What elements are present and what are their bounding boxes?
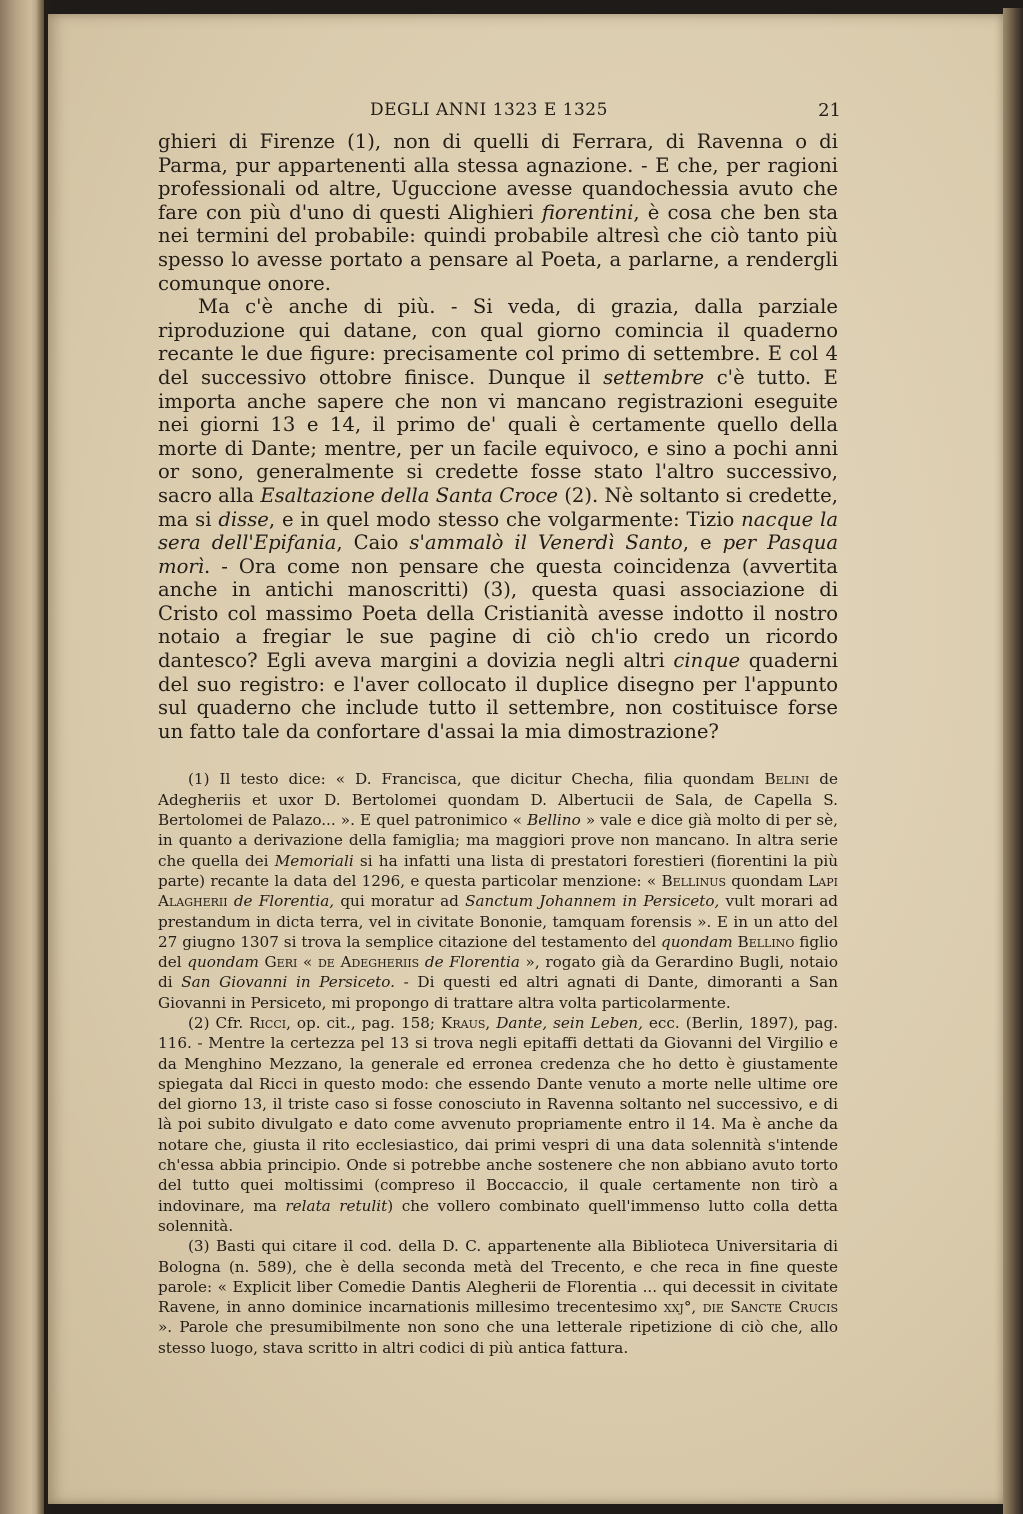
text-run: » vale e dice già molto di per sè, in quanto a derivazione della famiglia; ma maggiori prove non mancano. In altra serie che quella dei (158, 811, 838, 870)
text-run: , è cosa che ben sta nei termini del probabile: quindi probabile altresì che ciò tanto più spesso lo avesse portato a pensare al Poeta, a parlarne, a rendergli comunque onore. (158, 200, 838, 295)
italic-run: quondam (187, 953, 259, 972)
text-run: (2). Nè soltanto si credette, ma si (158, 483, 838, 531)
running-head (158, 100, 841, 130)
small-caps-run: Belini (764, 770, 810, 789)
page-number: 21 (818, 100, 841, 121)
text-run: de Adegheriis et uxor D. Bertolomei quondam D. Albertucii de Sala, de Capella S. Bertolomei de Palazo... ». E quel patronimico « (158, 770, 838, 830)
text-run: , op. cit., pag. 158; (286, 1014, 442, 1032)
text-run: quaderni del suo registro: e l'aver collocato il duplice disegno per l'appunto sul quaderno che include tutto il settembre, non costituisce forse un fatto tale da confortare d'assai la mia dimostrazione? (158, 649, 838, 743)
italic-run: s'ammalò il Venerdì Santo (409, 531, 683, 555)
small-caps-run: Geri (264, 953, 298, 972)
small-caps-run: Bellinus (661, 871, 727, 890)
paragraph-2 (158, 295, 838, 743)
text-run: (3) Basti qui citare il cod. della D. C. appartenente alla Biblioteca Universitaria di Bologna (n. 589), che è della seconda metà del Trecento, e che reca in fine queste parole: « Explicit liber Comedie Dantis Alegherii de Florentia ... qui decessit in civitate Ravene, in anno dominice incarnationis millesimo trecentesimo (158, 1237, 838, 1317)
footnotes (158, 769, 838, 1358)
italic-run: Memoriali (274, 851, 354, 870)
italic-run: de Florentia (424, 953, 520, 972)
small-caps-run: Ricci (249, 1014, 287, 1032)
italic-run: settembre (603, 365, 705, 389)
text-run: ghieri di Firenze (1), non di quelli di Ferrara, di Ravenna o di Parma, pur appartenenti alla stessa agnazione. - E che, per ragioni professionali od altre, Uguccione avesse quandochessia avuto che fare con più d'uno di questi Alighieri (158, 130, 838, 224)
italic-run: Sanctum Johannem in Persiceto, (465, 892, 720, 911)
text-run: ) che vollero combinato quell'immenso lutto colla detta solennità. (158, 1196, 838, 1235)
italic-run: quondam (661, 932, 733, 951)
italic-run: nacque la sera dell'Epifania (158, 507, 838, 555)
text-run: °, (683, 1298, 703, 1317)
body-text (158, 130, 838, 743)
text-run: si ha infatti una lista di prestatori forestieri (fiorentini la più parte) recante la data del 1296, e questa particolar menzione: « (158, 851, 838, 890)
small-caps-run: Lapi Alagherii (158, 871, 838, 911)
text-run: quondam (726, 871, 809, 890)
text-run: Ma c'è anche di più. - Si veda, di grazia, dalla parziale riproduzione qui datane, con qual giorno comincia il quaderno recante le due figure: precisamente col primo di settembre. E col 4 del successivo ottobre finisce. Dunque il (158, 295, 838, 389)
text-run: . - Ora come non pensare che questa coincidenza (avvertita anche in antichi manoscritti) (3), questa quasi associazione di Cristo col massimo Poeta della Cristianità avesse indotto il nostro notaio a fregiar le sue pagine di ciò ch'io credo un ricordo dantesco? Egli aveva margini a dovizia negli altri (158, 554, 838, 673)
text-run: ecc. (Berlin, 1897), pag. 116. - Mentre la certezza pel 13 si trova negli epitaffi dettati da Giovanni del Virgilio e da Menghino Mezzano, la generale ed erronea credenza che ho detto è giustamente spiegata dal Ricci in questo modo: che essendo Dante venuto a morte nelle ultime ore del giorno 13, il triste caso si fosse conosciuto in Ravenna soltanto nel successivo, e di là poi subito divulgato e dato come avvenuto propriamente entro il 14. Ma è anche da notare che, giusta il rito ecclesiastico, dai primi vespri di una data solennità s'intende ch'essa abbia principio. Onde si potrebbe anche sostenere che non abbiano avuto torto del tutto quei moltissimi (compreso il Boccaccio, il quale certamente non tirò a indovinare, ma (158, 1014, 839, 1215)
text-run: figlio del (158, 932, 838, 972)
text-run: ». Parole che presumibilmente non sono che una letterale ripetizione di ciò che, allo stesso luogo, stava scritto in altri codici di più antica fattura. (158, 1318, 838, 1357)
italic-run: per Pasqua morì (158, 531, 838, 578)
italic-run: de Florentia, (233, 892, 335, 911)
text-run: (1) Il testo dice: « D. Francisca, que dicitur Checha, filia quondam (188, 770, 765, 789)
italic-run: Esaltazione della Santa Croce (260, 483, 558, 507)
italic-run: disse (218, 507, 269, 531)
text-run: , e in quel modo stesso che volgarmente: Tizio (268, 507, 742, 531)
page-content (158, 100, 841, 1358)
small-caps-run: die Sancte Crucis (702, 1298, 839, 1317)
italic-run: relata retulit (285, 1196, 388, 1215)
text-run: , Caio (336, 531, 410, 555)
italic-run: cinque (673, 649, 741, 673)
small-caps-run: de Adegheriis (317, 953, 420, 972)
small-caps-run: Bellino (737, 932, 795, 951)
small-caps-run: Kraus (441, 1014, 486, 1032)
page-right-edge (1003, 8, 1023, 1514)
text-run: - Di questi ed altri agnati di Dante, dimoranti a San Giovanni in Persiceto, mi propongo di trattare altra volta particolarmente. (158, 973, 838, 1012)
footnote-3 (158, 1236, 838, 1358)
italic-run: fiorentini (541, 200, 634, 224)
text-run: « (297, 953, 318, 972)
text-run: qui moratur ad (334, 892, 466, 911)
text-run: , e (682, 531, 723, 555)
footnote-2 (158, 1013, 838, 1236)
text-run: , (485, 1014, 497, 1032)
running-title: DEGLI ANNI 1323 E 1325 (370, 100, 608, 120)
text-run: c'è tutto. E importa anche sapere che non vi mancano registrazioni eseguite nei giorni 13 e 14, il primo de' quali è certamente quello della morte di Dante; mentre, per un facile equivoco, e sino a pochi anni or sono, generalmente si credette fosse stato l'altro successivo, sacro alla (158, 365, 838, 507)
italic-run: San Giovanni in Persiceto. (181, 973, 395, 992)
text-run: (2) Cfr. (188, 1014, 250, 1032)
paragraph-1 (158, 130, 838, 295)
small-caps-run: xxj (663, 1298, 684, 1317)
italic-run: Dante, sein Leben, (496, 1014, 643, 1032)
italic-run: Bellino (527, 811, 581, 830)
text-run: », rogato già da Gerardino Bugli, notaio di (158, 953, 839, 992)
footnote-1 (158, 769, 838, 1013)
text-run: vult morari ad prestandum in dicta terra, vel in civitate Bononie, tamquam forensis ». E in un atto del 27 giugno 1307 si trova la semplice citazione del testamento del (158, 892, 839, 951)
